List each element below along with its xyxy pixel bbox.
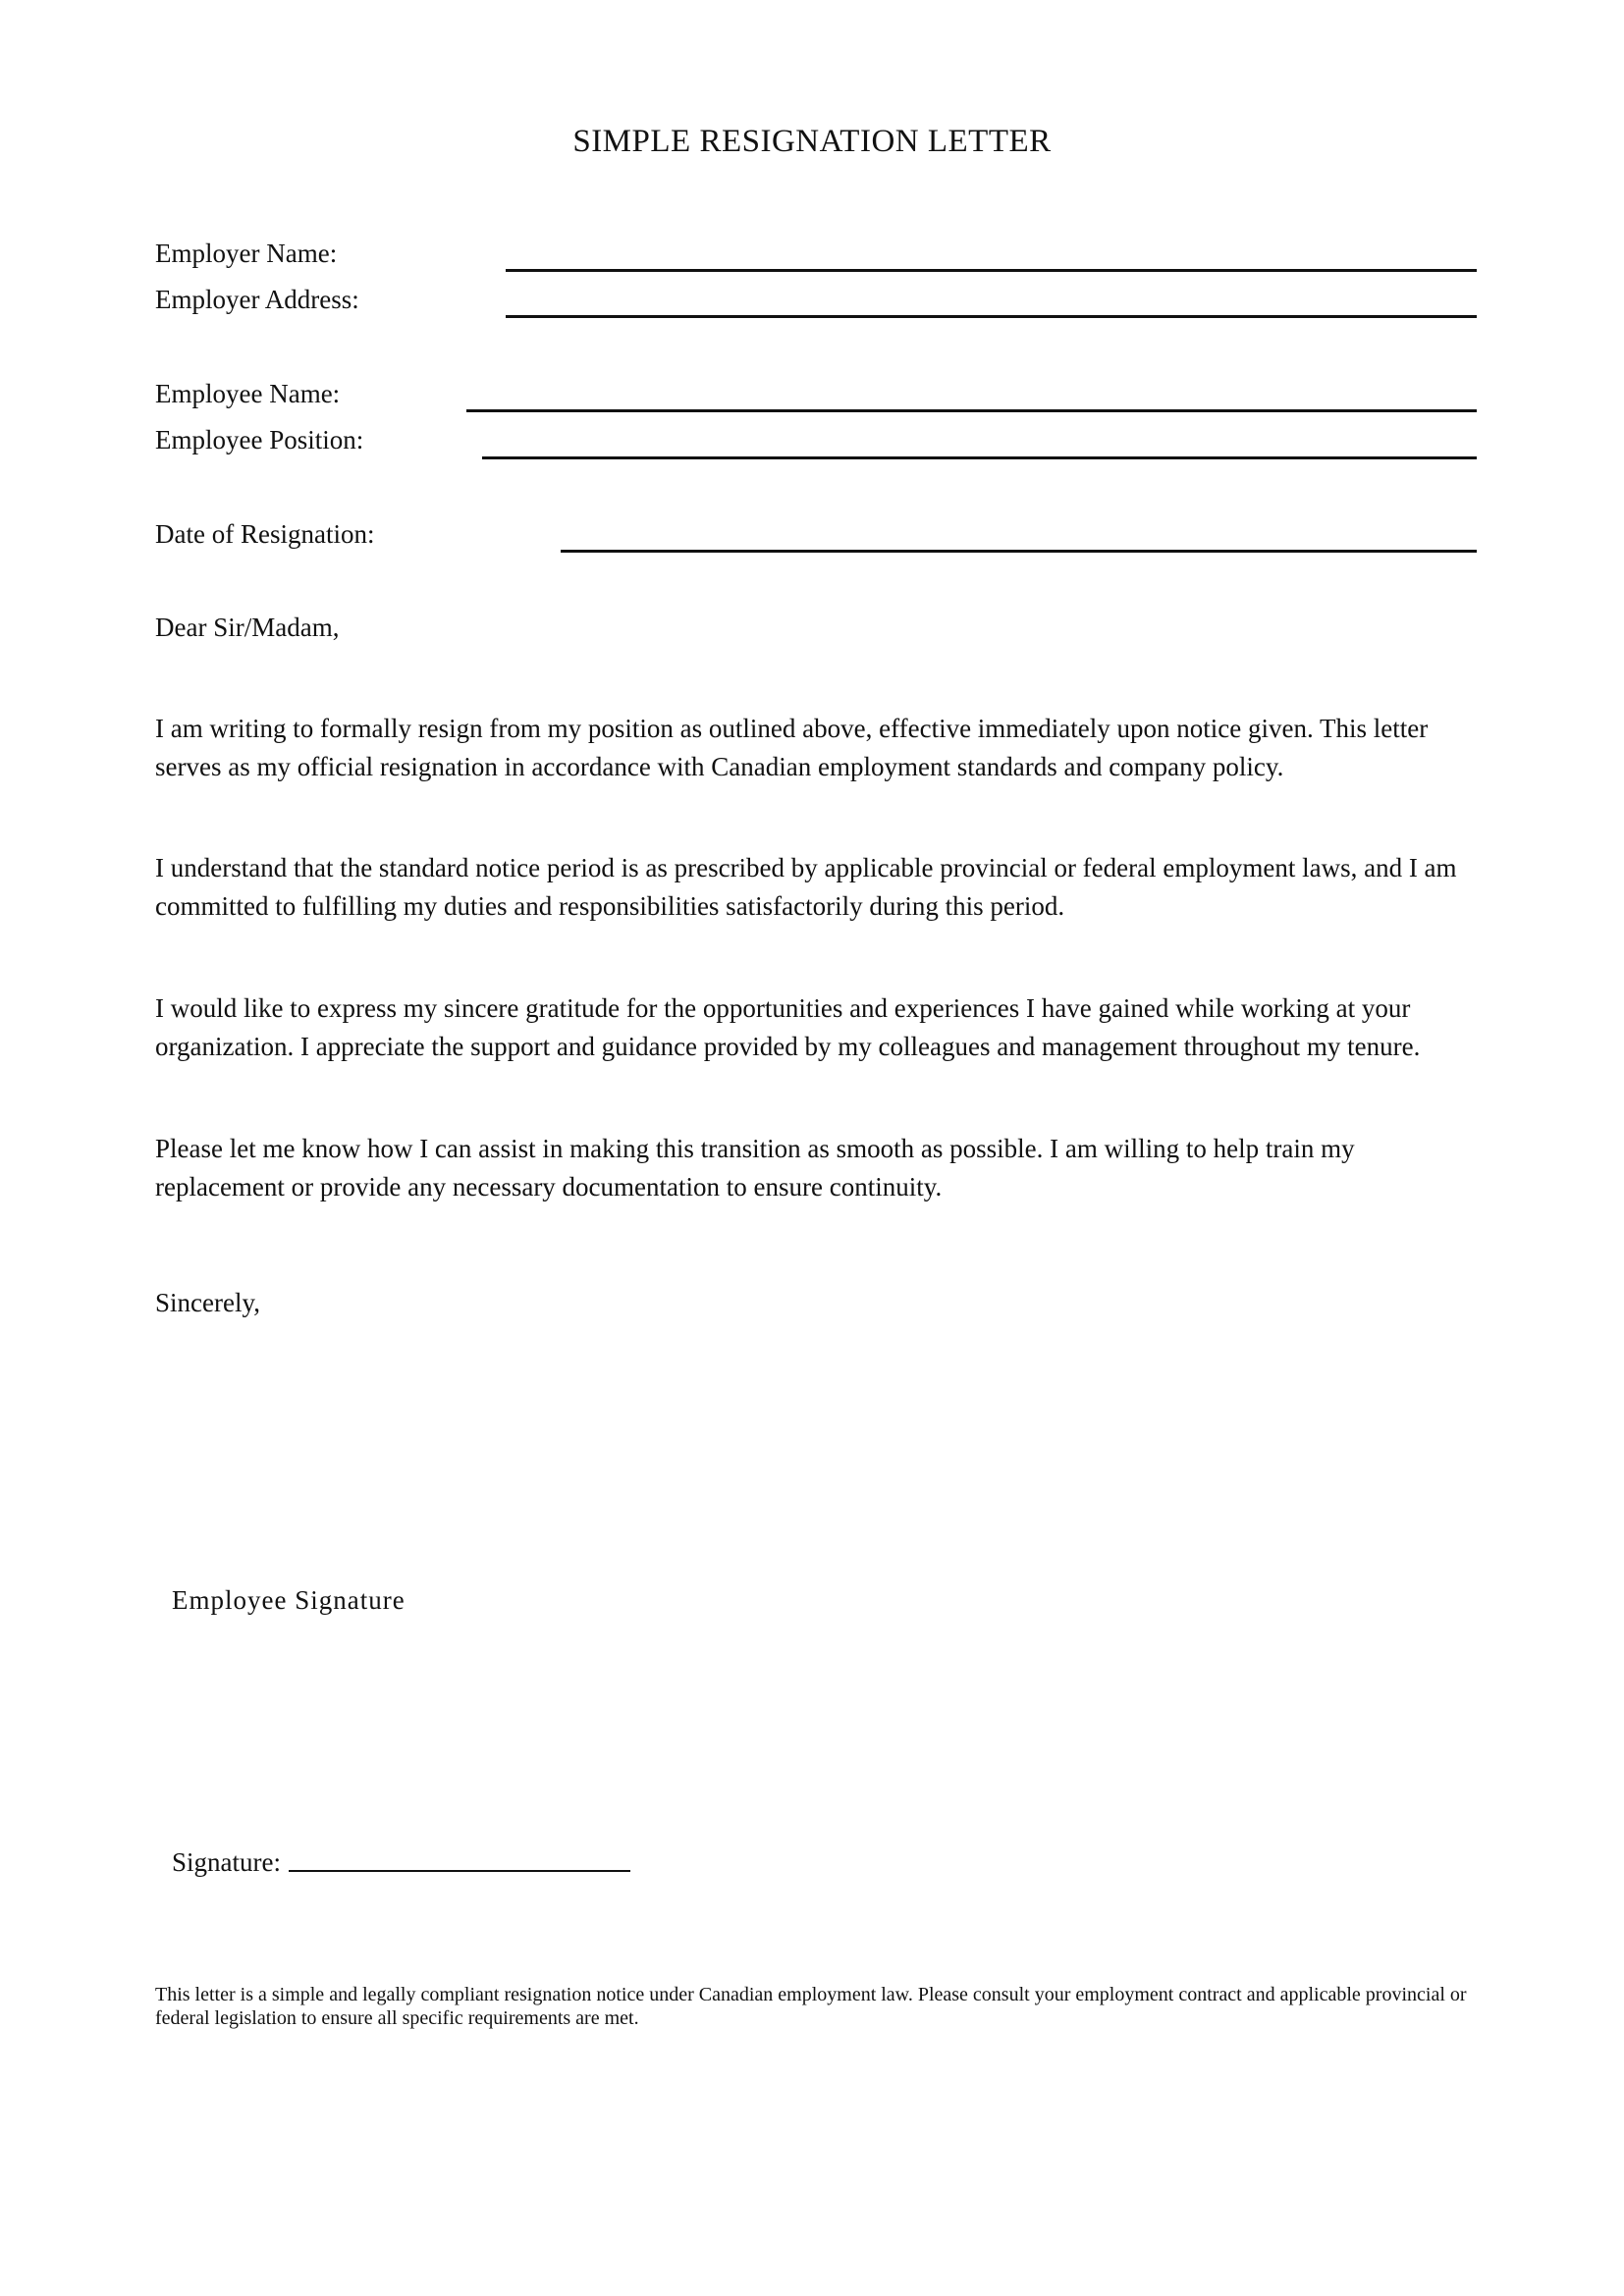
date-of-resignation-field[interactable] — [561, 550, 1477, 553]
employee-name-field[interactable] — [466, 409, 1477, 412]
signature-label: Signature: — [172, 1847, 281, 1877]
employer-name-field[interactable] — [506, 269, 1477, 272]
paragraph-2: I understand that the standard notice period is as prescribed by applicable provincial or federal employment laws, and I am committed to fulfilling my duties and responsibilities satisfactorily during this period. — [155, 853, 1457, 921]
closing: Sincerely, — [155, 1288, 260, 1317]
paragraph-4: Please let me know how I can assist in making this transition as smooth as possible. I am willing to help train my replacement or provide any necessary documentation to ensure continuity. — [155, 1134, 1355, 1201]
employer-address-label: Employer Address: — [155, 285, 359, 314]
employee-position-label: Employee Position: — [155, 425, 364, 454]
employee-signature-label: Employee Signature — [172, 1585, 406, 1615]
paragraph-3: I would like to express my sincere gratitude for the opportunities and experiences I have gained while working at your organization. I appreciate the support and guidance provided by my colleagues and management throughout my tenure. — [155, 993, 1421, 1061]
date-of-resignation-label: Date of Resignation: — [155, 519, 375, 549]
page-title: SIMPLE RESIGNATION LETTER — [572, 124, 1052, 159]
employer-address-field[interactable] — [506, 315, 1477, 318]
employer-name-label: Employer Name: — [155, 239, 338, 268]
employee-name-label: Employee Name: — [155, 379, 341, 408]
employee-position-field[interactable] — [482, 456, 1477, 459]
signature-field[interactable] — [289, 1870, 630, 1872]
salutation: Dear Sir/Madam, — [155, 613, 340, 642]
footnote: This letter is a simple and legally compliant resignation notice under Canadian employment law. Please consult your employment contract and applicable provincial or federal legislation to ensure all specific requirements are met. — [155, 1984, 1467, 2029]
signature-row — [172, 1847, 630, 1878]
paragraph-1: I am writing to formally resign from my position as outlined above, effective immediately upon notice given. This letter serves as my official resignation in accordance with Canadian employment standards and company policy. — [155, 714, 1429, 781]
